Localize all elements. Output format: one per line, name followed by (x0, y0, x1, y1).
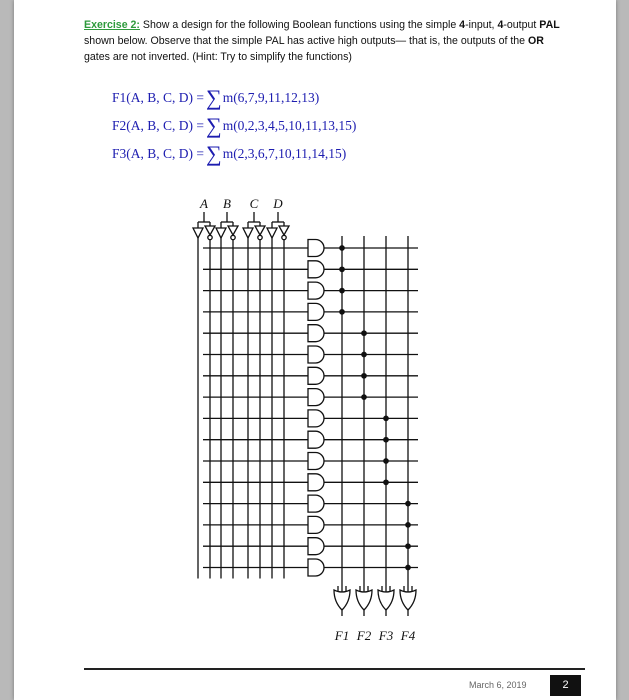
fixed-connection-dot-3-3 (384, 459, 388, 463)
and-gate-icon-6 (308, 346, 324, 363)
fixed-connection-dot-3-4 (384, 480, 388, 484)
fixed-connection-dot-4-1 (406, 501, 410, 505)
fixed-connection-dot-2-4 (362, 395, 366, 399)
page-number: 2 (550, 675, 581, 696)
and-gate-icon-2 (308, 261, 324, 278)
sigma-icon: ∑ (206, 141, 222, 166)
equation-f2: F2(A, B, C, D) =∑m(0,2,3,4,5,10,11,13,15) (112, 113, 357, 138)
and-gate-icon-16 (308, 559, 324, 576)
fixed-connection-dot-3-1 (384, 416, 388, 420)
fixed-connection-dot-2-1 (362, 331, 366, 335)
and-gate-icon-11 (308, 453, 324, 470)
fixed-connection-dot-1-2 (340, 267, 344, 271)
or-gate-icon-4 (400, 590, 416, 610)
and-gate-icon-14 (308, 516, 324, 533)
and-gate-icon-1 (308, 240, 324, 257)
buffer-icon-a (193, 228, 203, 238)
fixed-connection-dot-1-3 (340, 288, 344, 292)
pal-diagram (14, 0, 616, 700)
buffer-icon-b (216, 228, 226, 238)
fixed-connection-dot-4-2 (406, 523, 410, 527)
and-gate-icon-5 (308, 325, 324, 342)
and-gate-icon-4 (308, 303, 324, 320)
input-label-c: C (249, 196, 259, 211)
buffer-icon-d (267, 228, 277, 238)
or-gate-icon-2 (356, 590, 372, 610)
input-label-b: B (223, 196, 231, 211)
input-label-a: A (200, 196, 208, 211)
footer-rule (84, 668, 585, 670)
output-label-f4: F4 (400, 628, 416, 643)
inverter-icon-d (279, 226, 289, 235)
buffer-icon-c (243, 228, 253, 238)
fixed-connection-dot-1-1 (340, 246, 344, 250)
output-label-f1: F1 (334, 628, 350, 643)
and-gate-icon-12 (308, 474, 324, 491)
document-page (14, 0, 616, 700)
equation-f1: F1(A, B, C, D) =∑m(6,7,9,11,12,13) (112, 85, 320, 110)
exercise-prompt: Exercise 2: Show a design for the following Boolean functions using the simple 4-input, 4-output PAL shown below. Observe that the simple PAL has active high outputs— that is, the outputs of the OR gates are not inverted. (Hint: Try to simplify the functions) (84, 19, 560, 63)
and-gate-icon-13 (308, 495, 324, 512)
or-gate-icon-3 (378, 590, 394, 610)
sigma-icon: ∑ (206, 85, 222, 110)
output-label-f2: F2 (356, 628, 372, 643)
fixed-connection-dot-2-2 (362, 352, 366, 356)
output-label-f3: F3 (378, 628, 394, 643)
sigma-icon: ∑ (206, 113, 222, 138)
and-gate-icon-7 (308, 367, 324, 384)
fixed-connection-dot-4-4 (406, 565, 410, 569)
and-gate-icon-15 (308, 538, 324, 555)
and-gate-icon-3 (308, 282, 324, 299)
fixed-connection-dot-4-3 (406, 544, 410, 548)
fixed-connection-dot-2-3 (362, 374, 366, 378)
inverter-icon-c (255, 226, 265, 235)
and-gate-icon-8 (308, 389, 324, 406)
exercise-title: Exercise 2: (84, 19, 140, 31)
equation-f3: F3(A, B, C, D) =∑m(2,3,6,7,10,11,14,15) (112, 141, 347, 166)
input-label-d: D (273, 196, 283, 211)
inverter-icon-a (205, 226, 215, 235)
fixed-connection-dot-1-4 (340, 310, 344, 314)
footer-date: March 6, 2019 (469, 680, 527, 690)
fixed-connection-dot-3-2 (384, 438, 388, 442)
and-gate-icon-10 (308, 431, 324, 448)
inverter-icon-b (228, 226, 238, 235)
or-gate-icon-1 (334, 590, 350, 610)
and-gate-icon-9 (308, 410, 324, 427)
